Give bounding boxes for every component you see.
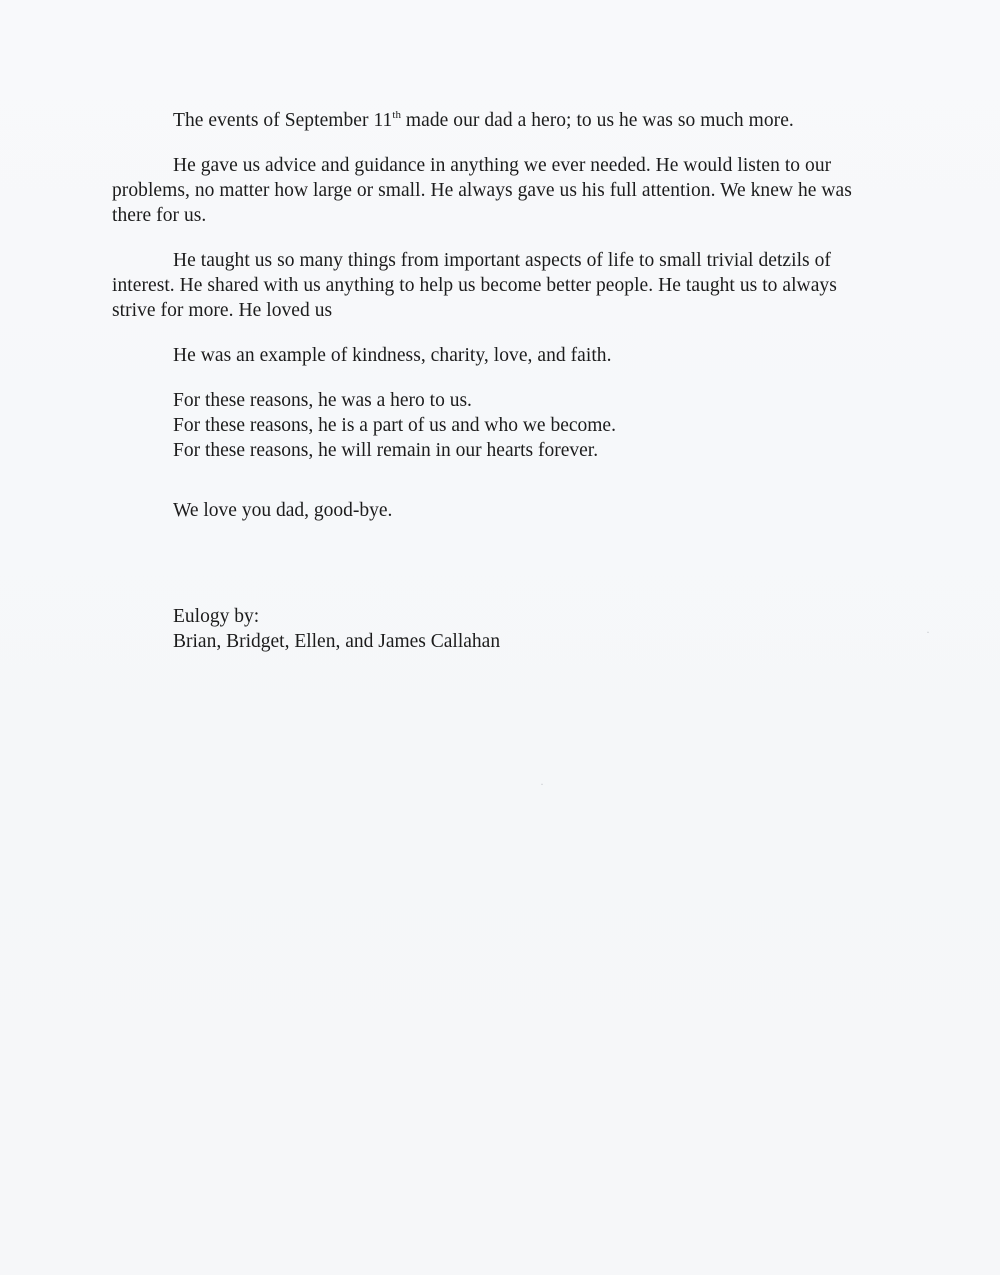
scan-speck: · xyxy=(926,625,930,639)
reason-line: For these reasons, he will remain in our hearts forever. xyxy=(173,440,599,461)
signature-block xyxy=(173,604,872,654)
intro-text-end: made our dad a hero; to us he was so much more. xyxy=(401,110,794,131)
reason-line: For these reasons, he is a part of us and who we become. xyxy=(173,415,616,436)
eulogy-text xyxy=(112,108,872,654)
signature-names: Brian, Bridget, Ellen, and James Callahan xyxy=(173,631,501,652)
signature-label: Eulogy by: xyxy=(173,606,260,627)
paragraph-teaching: He taught us so many things from important aspects of life to small trivial detzils of interest. He shared with us anything to help us become better people. He taught us to always strive for more. He loved us xyxy=(112,250,837,321)
reasons-block xyxy=(173,388,872,463)
paragraph-example: He was an example of kindness, charity, love, and faith. xyxy=(173,345,612,366)
paragraph-intro xyxy=(112,108,872,133)
ordinal-suffix: th xyxy=(392,109,401,121)
intro-text: The events of September 11 xyxy=(173,110,393,131)
paragraph-guidance: He gave us advice and guidance in anything we ever needed. He would listen to our problems, no matter how large or small. He always gave us his full attention. We knew he was there for us. xyxy=(112,155,852,226)
scan-speck: · xyxy=(540,777,544,791)
closing-line: We love you dad, good-bye. xyxy=(173,500,393,521)
reason-line: For these reasons, he was a hero to us. xyxy=(173,390,472,411)
